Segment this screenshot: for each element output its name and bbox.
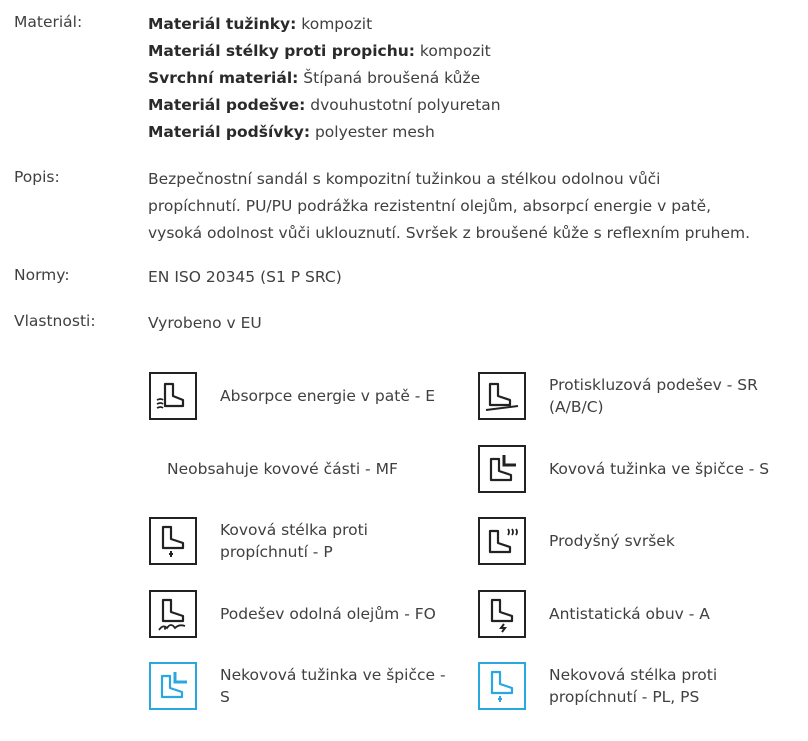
feature-antistatic: [478, 590, 779, 638]
description-text: [148, 166, 778, 247]
material-label: Materiál:: [14, 13, 83, 31]
feature-label: Neobsahuje kovové části - MF: [167, 460, 398, 478]
non-metal-toecap-icon: [149, 662, 197, 710]
material-line: Materiál tužinky: kompozit: [148, 15, 373, 33]
material-line: Materiál stélky proti propichu: kompozit: [148, 42, 491, 60]
description-line: vysoká odolnost vůči uklouznutí. Svršek z broušené kůže s reflexním pruhem.: [148, 224, 751, 242]
feature-breathable: [478, 517, 779, 565]
feature-label: Nekovová stélka proti propíchnutí - PL, PS: [549, 666, 718, 706]
feature-label: Prodyšný svršek: [549, 532, 675, 550]
feature-label: Protiskluzová podešev - SR (A/B/C): [549, 376, 758, 416]
description-line: Bezpečnostní sandál s kompozitní tužinkou a stélkou odolnou vůči: [148, 170, 661, 188]
anti-slip-sole-icon: [478, 372, 526, 420]
properties-value: Vyrobeno v EU: [148, 314, 262, 332]
material-line: Svrchní materiál: Štípaná broušená kůže: [148, 69, 481, 87]
heel-absorption-icon: [149, 372, 197, 420]
feature-label: Absorpce energie v patě - E: [220, 387, 436, 405]
feature-label: Antistatická obuv - A: [549, 605, 710, 623]
feature-anti-slip: [478, 372, 779, 420]
feature-label: Nekovová tužinka ve špičce - S: [220, 666, 446, 706]
feature-oil-resistant: [149, 590, 450, 638]
breathable-upper-icon: [478, 517, 526, 565]
feature-label: Kovová tužinka ve špičce - S: [549, 460, 770, 478]
material-line: Materiál podešve: dvouhustotní polyuretan: [148, 96, 501, 114]
non-metal-midsole-icon: [478, 662, 526, 710]
description-line: propíchnutí. PU/PU podrážka rezistentní olejům, absorpcí energie v patě,: [148, 197, 712, 215]
material-line: Materiál podšívky: polyester mesh: [148, 123, 435, 141]
feature-non-metal-midsole: [478, 662, 779, 710]
norms-value: EN ISO 20345 (S1 P SRC): [148, 268, 342, 286]
norms-label: Normy:: [14, 266, 70, 284]
material-values: [148, 11, 778, 146]
antistatic-icon: [478, 590, 526, 638]
properties-label: Vlastnosti:: [14, 312, 96, 330]
feature-steel-toecap: [478, 445, 779, 493]
feature-heel-absorption: [149, 372, 450, 420]
oil-resistant-sole-icon: [149, 590, 197, 638]
feature-label: Podešev odolná olejům - FO: [220, 605, 436, 623]
feature-label: Kovová stélka proti propíchnutí - P: [220, 521, 368, 561]
steel-toecap-icon: [478, 445, 526, 493]
feature-steel-midsole: [149, 517, 450, 565]
description-label: Popis:: [14, 168, 60, 186]
feature-non-metal-toecap: [149, 662, 450, 710]
steel-midsole-icon: [149, 517, 197, 565]
feature-metal-free: [149, 445, 447, 493]
